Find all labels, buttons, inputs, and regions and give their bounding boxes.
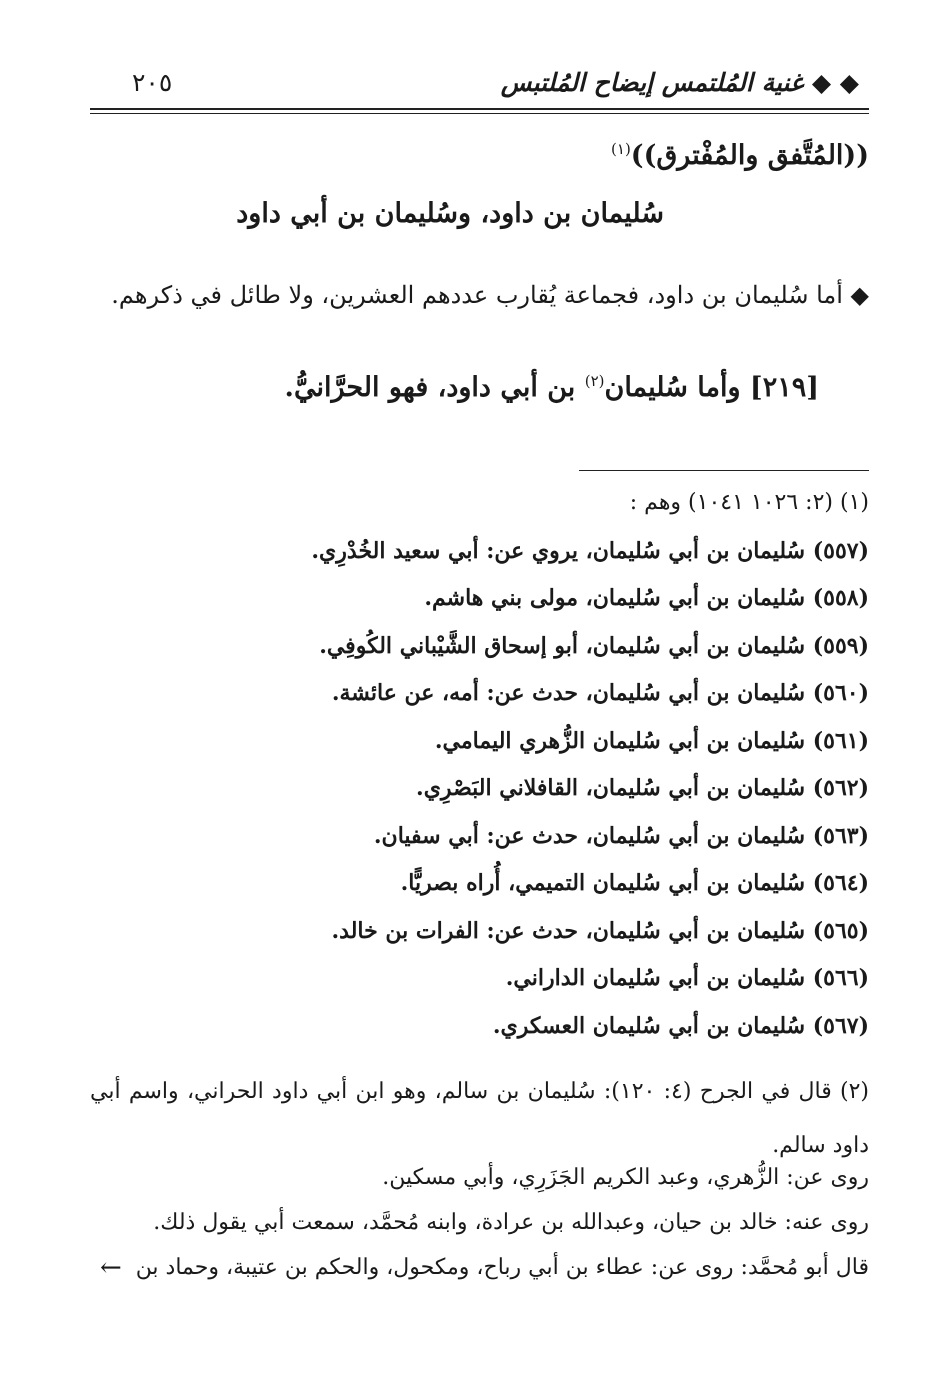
list-item: (٥٥٨) سُليمان بن أبي سُليمان، مولى بني هاشم. bbox=[424, 585, 869, 611]
footnote-ref-2: (٢) bbox=[584, 372, 605, 390]
entry-text-b: بن أبي داود، فهو الحرَّانيُّ. bbox=[284, 372, 576, 403]
list-item: (٥٦١) سُليمان بن أبي سُليمان الزُّهري اليمامي. bbox=[434, 727, 869, 754]
list-item: (٥٦٠) سُليمان بن أبي سُليمان، حدث عن: أمه، عن عائشة. bbox=[331, 680, 869, 706]
list-item: (٥٥٧) سُليمان بن أبي سُليمان، يروي عن: أبي سعيد الخُدْرِي. bbox=[311, 537, 869, 564]
list-item: (٥٦٤) سُليمان بن أبي سُليمان التميمي، أُراه بصريًّا. bbox=[400, 870, 869, 896]
running-header bbox=[90, 62, 859, 102]
subheading: سُليمان بن داود، وسُليمان بن أبي داود bbox=[236, 198, 664, 229]
footnote-2-qala-abu: قال أبو مُحمَّد: روى عن: عطاء بن أبي رباح، ومكحول، والحكم بن عتيبة، وحماد بن bbox=[135, 1255, 869, 1280]
paragraph-1: ◆ أما سُليمان بن داود، فجماعة يُقارب عددهم العشرين، ولا طائل في ذكرهم. bbox=[111, 281, 869, 309]
section-heading bbox=[90, 140, 869, 171]
list-item: (٥٦٣) سُليمان بن أبي سُليمان، حدث عن: أبي سفيان. bbox=[373, 822, 869, 849]
list-item: (٥٦٦) سُليمان بن أبي سُليمان الداراني. bbox=[505, 965, 869, 991]
footnote-2-riwa-an: روى عن: الزُّهري، وعبد الكريم الجَزَرِي، وأبي مسكين. bbox=[382, 1165, 869, 1190]
footnote-ref-1: (١) bbox=[611, 140, 631, 158]
list-item: (٥٥٩) سُليمان بن أبي سُليمان، أبو إسحاق الشَّيْباني الكُوفِي. bbox=[319, 632, 869, 659]
continue-arrow-icon: ← bbox=[100, 1253, 122, 1283]
entry-219 bbox=[90, 372, 819, 403]
footnote-separator bbox=[579, 470, 869, 471]
page-number: ٢٠٥ bbox=[132, 68, 173, 97]
header-rule-thick bbox=[90, 108, 869, 110]
list-item: (٥٦٥) سُليمان بن أبي سُليمان، حدث عن: الفرات بن خالد. bbox=[331, 917, 869, 944]
footnote-2-riwa-anhu: روى عنه: خالد بن حيان، وعبدالله بن عرادة، وابنه مُحمَّد، سمعت أبي يقول ذلك. bbox=[153, 1210, 869, 1235]
section-heading-text: ((المُتَّفق والمُفْترق)) bbox=[630, 140, 869, 171]
footnote-1-head: (١) (٢: ١٠٢٦ ١٠٤١) وهم : bbox=[629, 490, 869, 515]
header-rule-thin bbox=[90, 113, 869, 114]
entry-text-a: وأما سُليمان bbox=[604, 372, 741, 403]
list-item: (٥٦٢) سُليمان بن أبي سُليمان، القافلاني البَصْرِي. bbox=[416, 775, 869, 801]
footnote-2: (٢) قال في الجرح (٤: ١٢٠): سُليمان بن سالم، وهو ابن أبي داود الحراني، واسم أبي داود سالم. bbox=[90, 1079, 870, 1158]
running-title: ◆ ◆ غنية المُلتمس إيضاح المُلتبس bbox=[500, 68, 859, 97]
entry-number: [٢١٩] bbox=[749, 372, 819, 403]
footnote-1-list bbox=[90, 490, 869, 1060]
list-item: (٥٦٧) سُليمان بن أبي سُليمان العسكري. bbox=[492, 1012, 869, 1039]
